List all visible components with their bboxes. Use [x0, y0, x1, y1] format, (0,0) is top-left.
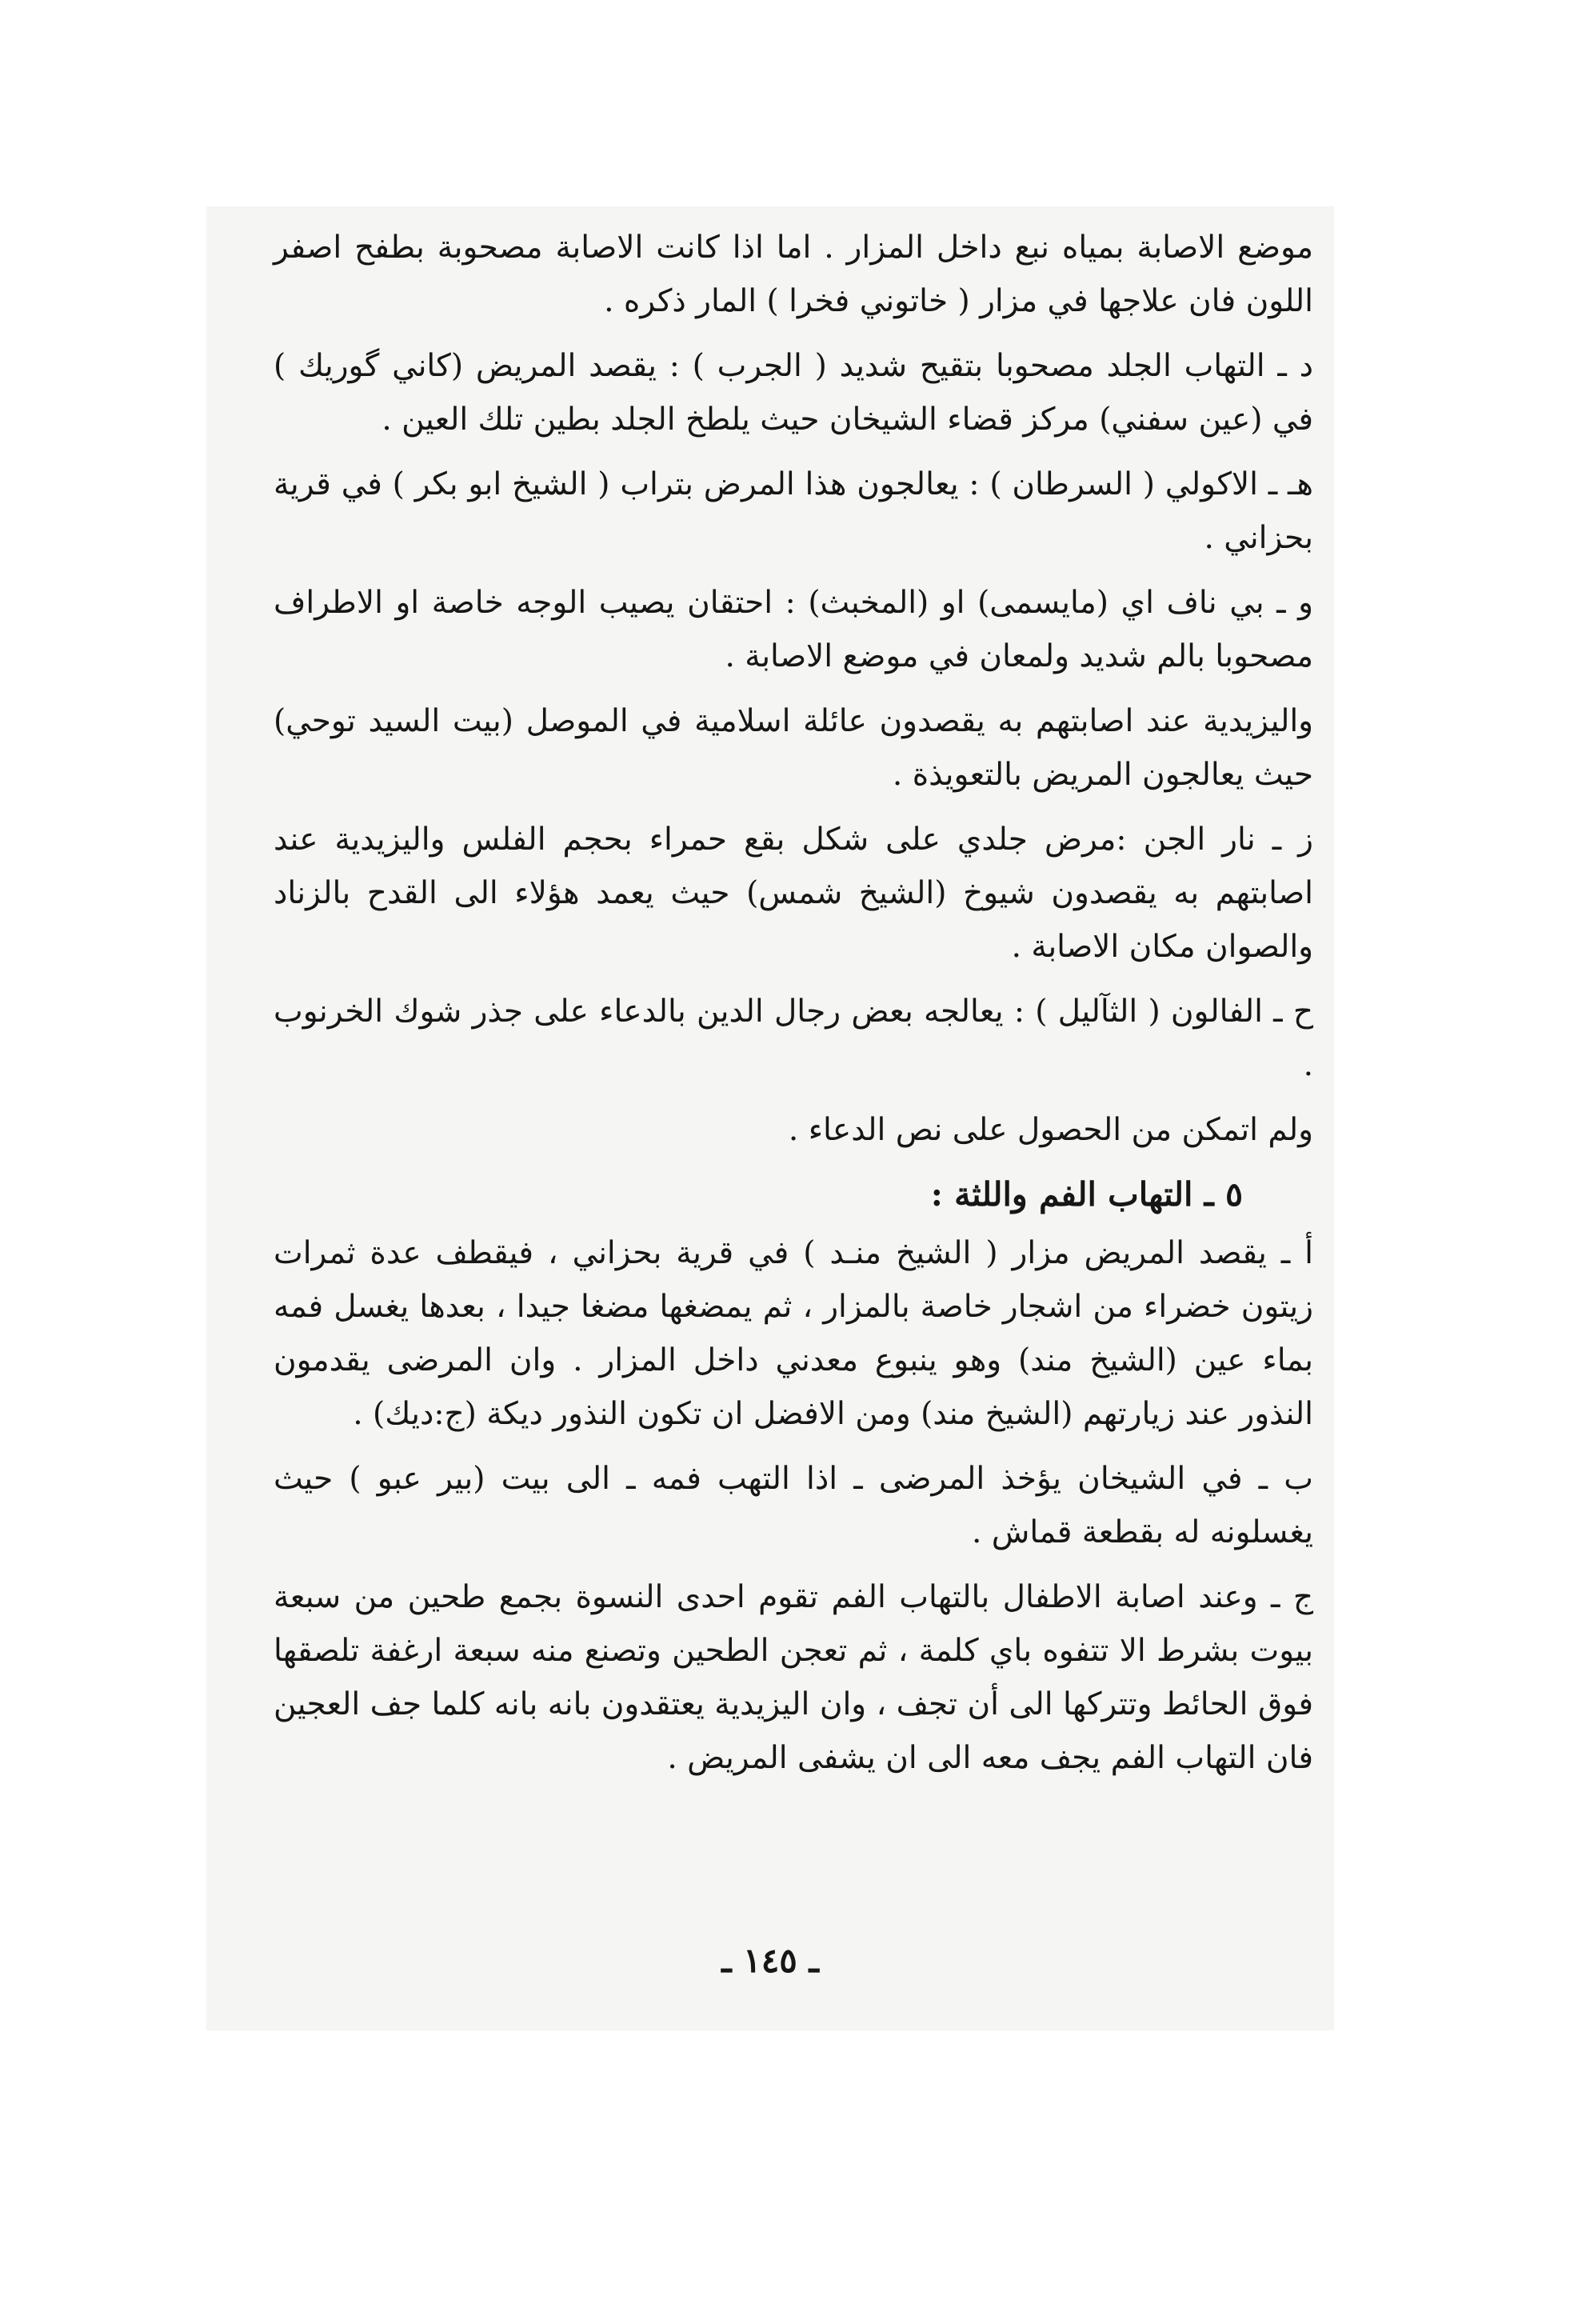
paragraph-continued: موضع الاصابة بمياه نبع داخل المزار . اما اذا كانت الاصابة مصحوبة بطفح اصفر اللون فان علاجها في مزار ( خاتوني فخرا ) المار ذكره . — [274, 230, 1313, 319]
paragraph-prayer-note: ولم اتمكن من الحصول على نص الدعاء . — [788, 1112, 1313, 1148]
section-heading: ٥ ـ التهاب الفم واللثة : — [930, 1175, 1243, 1214]
paragraph-item-zay: ز ـ نار الجن :مرض جلدي على شكل بقع حمراء بحجم الفلس واليزيدية عند اصابتهم به يقصدون شيوخ (الشيخ شمس) حيث يعمد هؤلاء الى القدح بالزناد والصوان مكان الاصابة . — [274, 822, 1313, 965]
section-paragraph-ba: ب ـ في الشيخان يؤخذ المرضى ـ اذا التهب فمه ـ الى بيت (بير عبو ) حيث يغسلونه له بقطعة قماش . — [274, 1461, 1313, 1550]
paragraph-yezidi-treatment: واليزيدية عند اصابتهم به يقصدون عائلة اسلامية في الموصل (بيت السيد توحي) حيث يعالجون المريض بالتعويذة . — [274, 703, 1313, 793]
section-paragraph-jim: ج ـ وعند اصابة الاطفال بالتهاب الفم تقوم احدى النسوة بجمع طحين من سبعة بيوت بشرط الا تتفوه باي كلمة ، ثم تعجن الطحين وتصنع منه سبعة ارغفة تلصقها فوق الحائط وتتركها الى أن تجف ، وان اليزيدية يعتقدون بانه بانه كلما جف العجين فان التهاب الفم يجف معه الى ان يشفى المريض . — [274, 1579, 1313, 1776]
page-body-text — [274, 221, 1313, 1796]
scanned-page — [206, 206, 1334, 2030]
paragraph-item-ha2: ح ـ الفالون ( الثآليل ) : يعالجه بعض رجال الدين بالدعاء على جذر شوك الخرنوب . — [274, 994, 1313, 1083]
paragraph-item-dal: د ـ التهاب الجلد مصحوبا بتقيح شديد ( الجرب ) : يقصد المريض (كاني گوريك ) في (عين سفني) مركز قضاء الشيخان حيث يلطخ الجلد بطين تلك العين . — [274, 348, 1313, 438]
paragraph-item-waw: و ـ بي ناف اي (مايسمى) او (المخبث) : احتقان يصيب الوجه خاصة او الاطراف مصحوبا بالم شديد ولمعان في موضع الاصابة . — [274, 585, 1313, 674]
page-number: ـ ١٤٥ ـ — [721, 1941, 819, 1980]
section-paragraph-alif: أ ـ يقصد المريض مزار ( الشيخ منـد ) في قرية بحزاني ، فيقطف عدة ثمرات زيتون خضراء من اشجار خاصة بالمزار ، ثم يمضغها مضغا جيدا ، بعدها يغسل فمه بماء عين (الشيخ مند) وهو ينبوع معدني داخل المزار . وان المرضى يقدمون النذور عند زيارتهم (الشيخ مند) ومن الافضل ان تكون النذور ديكة (ج:ديك) . — [274, 1235, 1313, 1432]
paragraph-item-ha: هـ ـ الاكولي ( السرطان ) : يعالجون هذا المرض بتراب ( الشيخ ابو بكر ) في قرية بحزاني . — [274, 466, 1313, 556]
